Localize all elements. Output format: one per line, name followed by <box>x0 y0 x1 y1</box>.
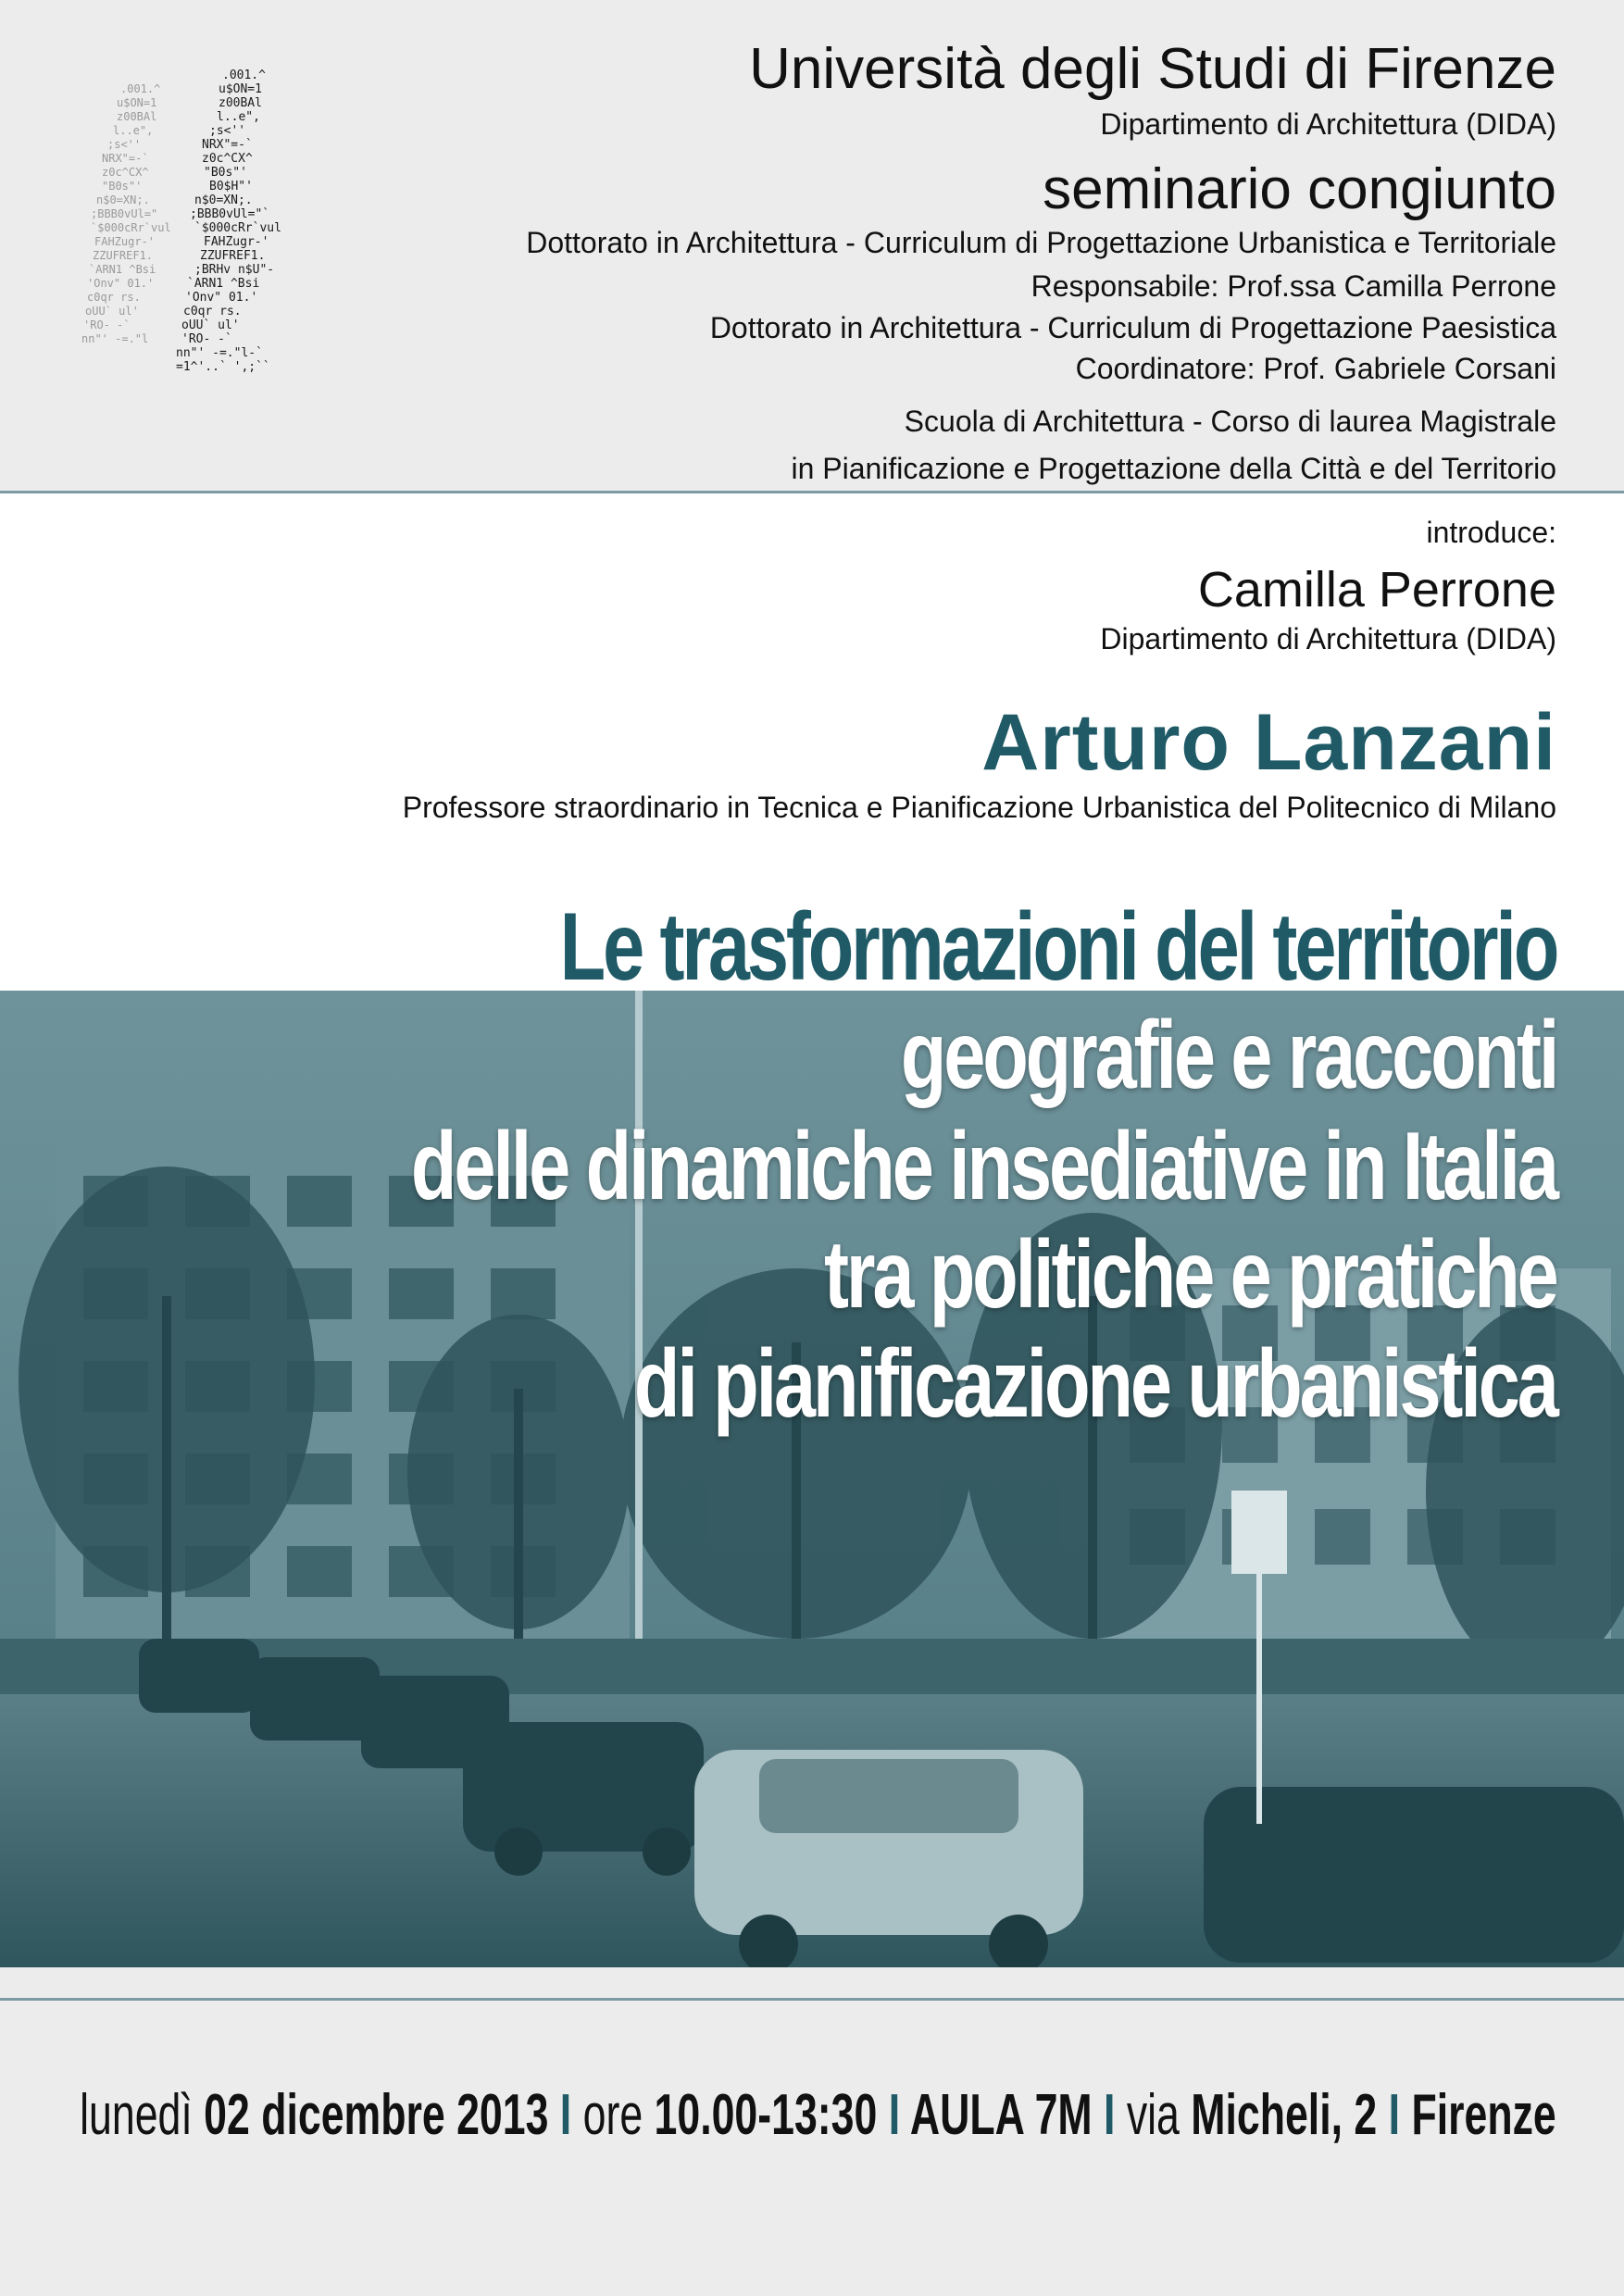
svg-text:c0qr rs.: c0qr rs. <box>183 305 242 318</box>
school-line-2: in Pianificazione e Progettazione della Città e del Territorio <box>791 452 1556 485</box>
svg-text:;s<'': ;s<'' <box>107 138 142 151</box>
svg-text:NRX"=-`: NRX"=-` <box>202 138 253 152</box>
phd-urban-program: Dottorato in Architettura - Curriculum di Progettazione Urbanistica e Territoriale <box>526 226 1556 259</box>
event-day: lunedì <box>80 2083 205 2147</box>
introducer-department: Dipartimento di Architettura (DIDA) <box>1100 622 1556 655</box>
svg-text:FAHZugr-': FAHZugr-' <box>94 235 156 248</box>
svg-text:`ARN1 ^Bsi: `ARN1 ^Bsi <box>187 277 260 291</box>
svg-text:'RO- -`: 'RO- -` <box>181 332 232 346</box>
svg-text:z00BAl: z00BAl <box>219 96 262 110</box>
svg-text:.001.^: .001.^ <box>222 69 266 82</box>
svg-text:n$0=XN;.: n$0=XN;. <box>194 193 253 207</box>
event-date: 02 dicembre 2013 <box>204 2083 549 2147</box>
school-line-1: Scuola di Architettura - Corso di laurea Magistrale <box>904 405 1556 438</box>
event-room: AULA 7M <box>910 2083 1093 2147</box>
event-details <box>80 2078 1556 2152</box>
svg-text:oUU` ul': oUU` ul' <box>181 318 240 332</box>
svg-text:`ARN1 ^Bsi: `ARN1 ^Bsi <box>89 263 156 276</box>
svg-text:=1^'..` ',;``: =1^'..` ',;`` <box>176 360 270 374</box>
introduce-label: introduce: <box>1426 516 1556 549</box>
svg-text:FAHZugr-': FAHZugr-' <box>204 235 269 249</box>
street-label: via <box>1127 2083 1192 2147</box>
separator: I <box>1092 2083 1128 2147</box>
university-name: Università degli Studi di Firenze <box>749 37 1556 101</box>
title-line-3: delle dinamiche insediative in Italia <box>410 1113 1556 1220</box>
svg-text:NRX"=-`: NRX"=-` <box>102 152 149 165</box>
svg-text:'Onv" 01.': 'Onv" 01.' <box>185 291 258 305</box>
svg-text:l..e",: l..e", <box>217 110 260 124</box>
introducer-name: Camilla Perrone <box>1197 562 1556 618</box>
title-line-1: Le trasformazioni del territorio <box>559 893 1556 1001</box>
department-name: Dipartimento di Architettura (DIDA) <box>1100 107 1556 141</box>
svg-text:c0qr rs.: c0qr rs. <box>87 291 141 304</box>
event-time: 10.00-13:30 <box>654 2083 878 2147</box>
event-street: Micheli, 2 <box>1191 2083 1378 2147</box>
svg-text:.001.^: .001.^ <box>120 82 161 95</box>
svg-text:oUU` ul': oUU` ul' <box>85 305 139 318</box>
phd-urban-responsible: Responsabile: Prof.ssa Camilla Perrone <box>1031 269 1556 303</box>
svg-text:l..e",: l..e", <box>113 124 154 137</box>
svg-text:"B0s"': "B0s"' <box>102 180 143 193</box>
svg-text:;BBB0vUl=": ;BBB0vUl=" <box>91 207 158 220</box>
seminar-label: seminario congiunto <box>1043 157 1556 221</box>
walking-figure-logo <box>46 51 380 495</box>
svg-text:nn"' -=."l-`: nn"' -=."l-` <box>176 346 263 360</box>
svg-text:;BRHv n$U"-: ;BRHv n$U"- <box>194 263 275 277</box>
svg-text:B0$H"': B0$H"' <box>209 180 253 193</box>
svg-text:ZZUFREF1.: ZZUFREF1. <box>93 249 154 262</box>
svg-text:n$0=XN;.: n$0=XN;. <box>96 193 150 206</box>
separator: I <box>548 2083 583 2147</box>
separator: I <box>877 2083 911 2147</box>
svg-text:z0c^CX^: z0c^CX^ <box>102 166 149 179</box>
svg-text:u$ON=1: u$ON=1 <box>219 82 262 96</box>
title-line-5: di pianificazione urbanistica <box>634 1330 1556 1438</box>
time-label: ore <box>582 2083 655 2147</box>
svg-text:u$ON=1: u$ON=1 <box>117 96 157 109</box>
svg-text:;s<'': ;s<'' <box>209 124 246 138</box>
event-city: Firenze <box>1411 2083 1556 2147</box>
title-line-2: geografie e racconti <box>900 1002 1556 1109</box>
svg-text:`$000cRr`vul: `$000cRr`vul <box>91 221 171 234</box>
svg-text:'RO- -`: 'RO- -` <box>83 318 131 331</box>
svg-text:ZZUFREF1.: ZZUFREF1. <box>200 249 266 263</box>
svg-text:"B0s"': "B0s"' <box>204 166 247 180</box>
svg-text:'Onv" 01.': 'Onv" 01.' <box>87 277 155 290</box>
svg-text:`$000cRr`vul: `$000cRr`vul <box>194 221 281 235</box>
svg-text:nn"' -=."l: nn"' -=."l <box>81 332 149 345</box>
phd-landscape-program: Dottorato in Architettura - Curriculum di Progettazione Paesistica <box>709 311 1556 344</box>
svg-text:z00BAl: z00BAl <box>117 110 157 123</box>
divider-bottom <box>0 1998 1624 2001</box>
phd-landscape-coordinator: Coordinatore: Prof. Gabriele Corsani <box>1075 352 1556 385</box>
separator: I <box>1377 2083 1412 2147</box>
speaker-name: Arturo Lanzani <box>981 698 1556 787</box>
title-line-4: tra politiche e pratiche <box>824 1221 1556 1329</box>
svg-text:z0c^CX^: z0c^CX^ <box>202 152 253 166</box>
speaker-role: Professore straordinario in Tecnica e Pianificazione Urbanistica del Politecnico di Milano <box>402 791 1556 824</box>
svg-text:;BBB0vUl="`: ;BBB0vUl="` <box>190 207 270 221</box>
